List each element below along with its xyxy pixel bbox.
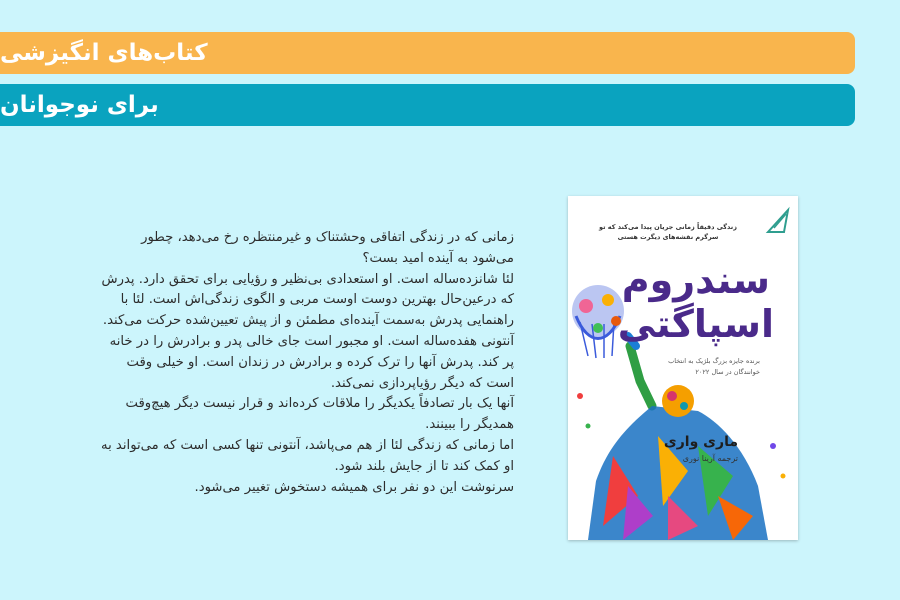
cover-title-line1: سندروم xyxy=(621,258,770,302)
description-paragraph: سرنوشت این دو نفر برای همیشه دستخوش تغییر می‌شود. xyxy=(194,479,514,495)
description-paragraph: آنها یک بار تصادفاً یکدیگر را ملاقات کرده‌اند و قرار نیست دیگر هیچ‌وقت همدیگر را ببینند. xyxy=(125,396,514,433)
cover-title-line2: اسپاگتی xyxy=(617,302,774,346)
description-paragraph: آنتونی هفده‌ساله است. او مجبور است جای خالی پدر و برادرش را در خانه پر کند. پدرش آنها را ترک کرده و برادرش در زندان است. او خیلی وقت است که دیگر رؤیاپردازی نمی‌کند. xyxy=(109,333,514,391)
description-paragraph: زمانی که در زندگی اتفاقی وحشتناک و غیرمنتظره رخ می‌دهد، چطور می‌شود به آینده امید بست؟ xyxy=(141,230,514,266)
book-description xyxy=(96,228,514,498)
description-paragraph: اما زمانی که زندگی لئا از هم می‌پاشد، آنتونی تنها کسی است که می‌تواند به او کمک کند تا از جایش بلند شود. xyxy=(101,437,514,474)
banner-motivational-books xyxy=(0,32,855,74)
banner-title-primary: کتاب‌های انگیزشی xyxy=(0,40,208,66)
cover-author: ماری واری xyxy=(663,434,738,450)
publisher-logo-icon xyxy=(764,206,792,236)
banner-for-teens xyxy=(0,84,855,126)
cover-tagline: زندگی دقیقاً زمانی جریان پیدا می‌کند که تو سرگرم نقشه‌های دیگرت هستی xyxy=(599,223,737,241)
book-cover xyxy=(568,196,798,540)
cover-translator: ترجمه آرینا نوری xyxy=(682,454,738,463)
cover-title xyxy=(618,258,774,346)
banner-title-secondary: برای نوجوانان xyxy=(0,92,159,118)
description-paragraph: لئا شانزده‌ساله است. او استعدادی بی‌نظیر و رؤیایی برای تحقق دارد. پدرش که درعین‌حال بهترین دوست اوست مربی و الگوی زندگی‌اش است. لئا با راهنمایی پدرش به‌سمت آینده‌ای مطمئن و از پیش تعیین‌شده حرکت می‌کند. xyxy=(101,271,514,329)
cover-award-text: برنده جایزه بزرگ بلژیک به انتخاب خوانندگان در سال ۲۰۲۲ xyxy=(668,357,760,376)
